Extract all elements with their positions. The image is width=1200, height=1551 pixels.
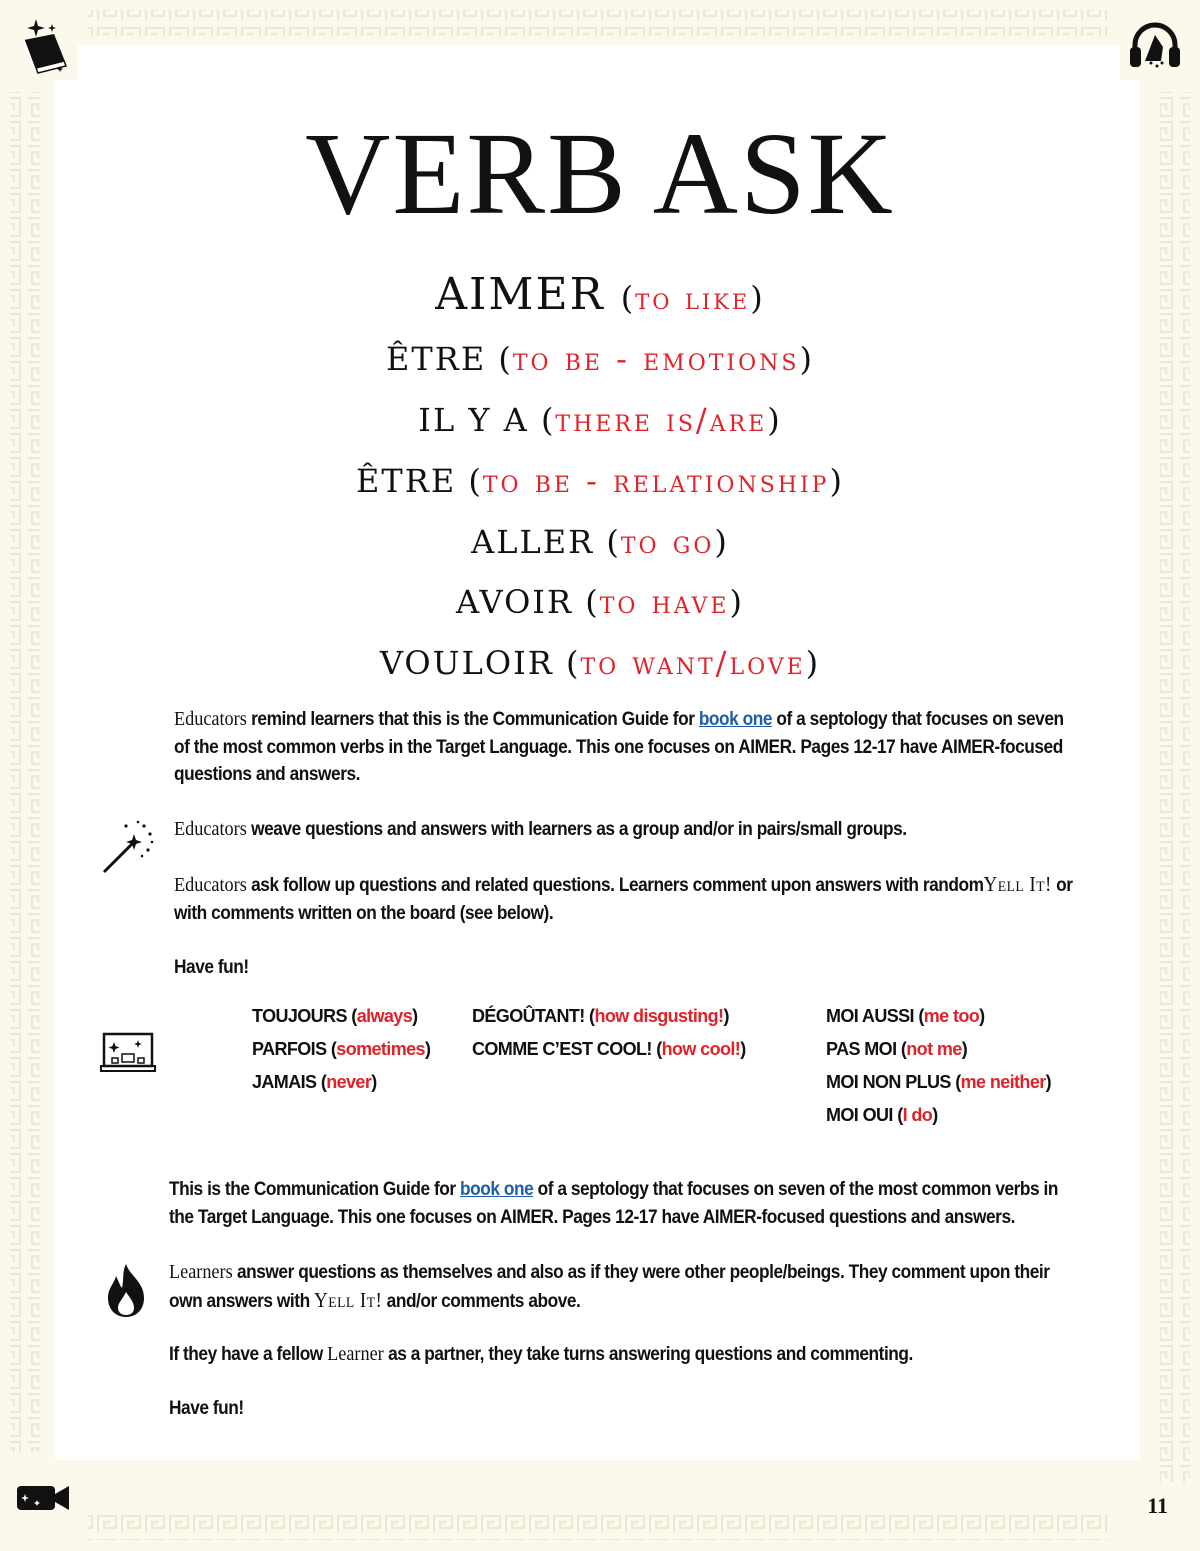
video-camera-icon — [15, 1480, 71, 1516]
verb-line: AVOIR (to have) — [456, 583, 744, 621]
learners-have-fun: Have fun! — [169, 1398, 244, 1419]
learners-partner: If they have a fellow Learner as a partner, they take turns answering questions and commenting. — [169, 1343, 913, 1365]
magic-wand-icon — [100, 820, 156, 876]
page-title: VERB ASK — [305, 108, 895, 239]
book-one-link[interactable]: book one — [460, 1179, 534, 1200]
verb-name: AIMER — [435, 269, 605, 320]
expression-item: MOI NON PLUS (me neither) — [826, 1072, 1052, 1092]
verb-line: ÊTRE (to be - emotions) — [386, 340, 814, 378]
verb-translation: to be - relationship — [482, 462, 830, 500]
expression-item: MOI AUSSI (me too) — [826, 1006, 985, 1026]
flame-icon — [104, 1262, 148, 1318]
educators-follow-up: Educators ask follow up questions and related questions. Learners comment upon answers with randomYell It! or with comments written on the board (see below). — [174, 872, 1073, 924]
verb-name: VOULOIR — [379, 644, 554, 682]
verb-translation: to go — [620, 523, 715, 561]
expression-item: TOUJOURS (always) — [252, 1006, 418, 1026]
educators-weave: Educators weave questions and answers with learners as a group and/or in pairs/small groups. — [174, 818, 907, 840]
page-number: 11 — [1147, 1493, 1168, 1518]
learners-answer: Learners answer questions as themselves and also as if they were other people/beings. They comment upon their own answers with Yell It! and/or comments above. — [169, 1261, 1050, 1312]
expression-item: MOI OUI (I do) — [826, 1105, 938, 1125]
verb-translation: to be - emotions — [512, 340, 800, 378]
expression-item: COMME C’EST COOL! (how cool!) — [472, 1039, 746, 1059]
verb-translation: to have — [599, 583, 730, 621]
expressions-col-2 — [472, 1000, 746, 1066]
expression-item: PAS MOI (not me) — [826, 1039, 968, 1059]
verb-translation: there is/are — [555, 401, 768, 439]
corner-top-left — [8, 10, 78, 80]
yell-it: Yell It! — [983, 872, 1052, 896]
expressions-col-3 — [826, 1000, 1051, 1132]
verb-line: AIMER (to like) — [435, 269, 765, 320]
chalkboard-icon — [100, 1032, 156, 1074]
learners-intro: This is the Communication Guide for book one of a septology that focuses on seven of the most common verbs in the Target Language. This one focuses on AIMER. Pages 12-17 have AIMER-focused questions and answers. — [169, 1179, 1059, 1228]
expression-item: JAMAIS (never) — [252, 1072, 377, 1092]
verb-name: AVOIR — [456, 583, 574, 621]
verb-line: IL Y A (there is/are) — [418, 401, 782, 439]
book-sparkle-icon — [16, 16, 70, 74]
verb-name: ÊTRE — [386, 340, 487, 378]
verb-translation: to like — [635, 282, 751, 317]
verb-name: ALLER — [471, 523, 595, 561]
verb-line: ALLER (to go) — [471, 523, 729, 561]
educators-intro: Educators remind learners that this is the Communication Guide for book one of a septology that focuses on seven of the most common verbs in the Target Language. This one focuses on AIMER. Pages 12-17 have AIMER-focused questions and answers. — [174, 708, 1064, 785]
verb-name: ÊTRE — [356, 462, 457, 500]
expression-item: DÉGOÛTANT! (how disgusting!) — [472, 1006, 729, 1026]
verb-line: VOULOIR (to want/love) — [379, 644, 821, 682]
corner-top-right — [1120, 10, 1190, 80]
verb-translation: to want/love — [580, 644, 806, 682]
educators-have-fun: Have fun! — [174, 957, 249, 978]
expression-item: PARFOIS (sometimes) — [252, 1039, 431, 1059]
verb-name: IL Y A — [418, 401, 529, 439]
headphones-wizard-icon — [1127, 17, 1183, 73]
yell-it: Yell It! — [314, 1287, 383, 1312]
verb-line: ÊTRE (to be - relationship) — [356, 462, 844, 500]
corner-bottom-left — [8, 1463, 78, 1533]
expressions-col-1 — [252, 1000, 430, 1099]
book-one-link[interactable]: book one — [698, 709, 773, 730]
